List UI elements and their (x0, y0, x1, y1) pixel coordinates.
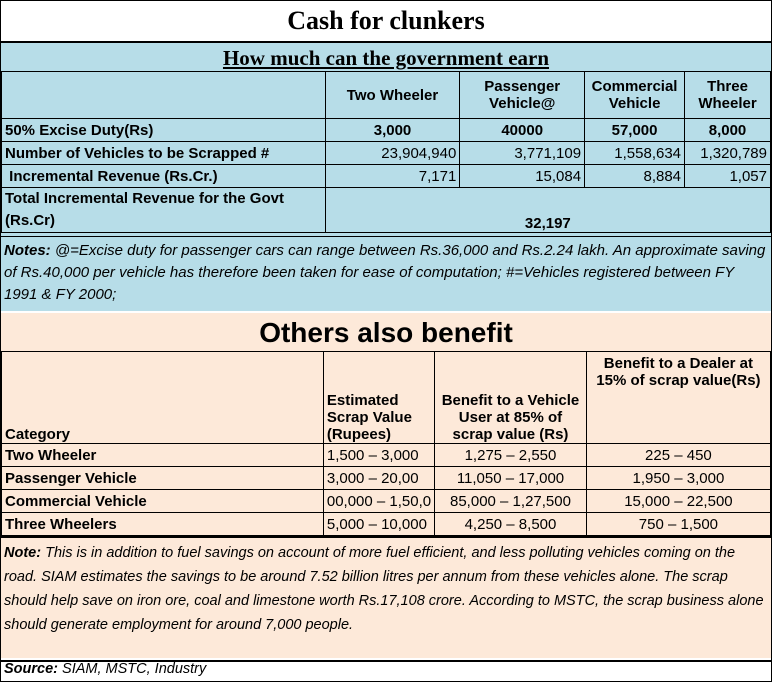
category-cell: Passenger Vehicle (2, 467, 324, 490)
table-row (2, 513, 771, 536)
empty-header-cell (2, 72, 326, 119)
column-header-scrap-value: Estimated Scrap Value (Rupees) (323, 352, 434, 444)
column-header-commercial-vehicle: Commercial Vehicle (585, 72, 685, 119)
table-cell: 1,057 (685, 165, 771, 188)
table-row (2, 467, 771, 490)
column-header-passenger-vehicle: Passenger Vehicle@ (460, 72, 585, 119)
notes-label: Notes: (4, 242, 51, 259)
government-revenue-table (1, 71, 771, 233)
column-header-user-benefit: Benefit to a Vehicle User at 85% of scrap value (Rs) (435, 352, 587, 444)
dealer-benefit-cell: 15,000 – 22,500 (586, 490, 770, 513)
row-label: Number of Vehicles to be Scrapped # (2, 142, 326, 165)
government-section-title (1, 43, 771, 70)
table-row (2, 490, 771, 513)
scrap-value-cell: 1,500 – 3,000 (323, 444, 434, 467)
dealer-benefit-cell: 1,950 – 3,000 (586, 467, 770, 490)
benefit-table (1, 351, 771, 536)
table-cell: 7,171 (325, 165, 460, 188)
column-header-two-wheeler: Two Wheeler (325, 72, 460, 119)
table-row (2, 444, 771, 467)
column-header-category: Category (2, 352, 324, 444)
benefit-notes (1, 536, 771, 662)
table-cell: 8,884 (585, 165, 685, 188)
notes-text: @=Excise duty for passenger cars can range between Rs.36,000 and Rs.2.24 lakh. An approximate saving of Rs.40,000 per vehicle has therefore been taken for ease of computation; #=Vehicles registered between FY 1991 & FY 2000; (4, 242, 766, 303)
table-cell: 3,000 (325, 119, 460, 142)
user-benefit-cell: 11,050 – 17,000 (435, 467, 587, 490)
total-label: Total Incremental Revenue for the Govt (Rs.Cr) (2, 188, 326, 233)
total-value: 32,197 (325, 188, 770, 233)
table-row (2, 165, 771, 188)
category-cell: Commercial Vehicle (2, 490, 324, 513)
table-row (2, 142, 771, 165)
table-cell: 1,320,789 (685, 142, 771, 165)
table-header-row (2, 72, 771, 119)
source-label: Source: (4, 661, 58, 677)
row-label: Incremental Revenue (Rs.Cr.) (2, 165, 326, 188)
scrap-value-cell: 5,000 – 10,000 (323, 513, 434, 536)
scrap-value-cell: 00,000 – 1,50,0 (323, 490, 434, 513)
category-cell: Three Wheelers (2, 513, 324, 536)
note-text: This is in addition to fuel savings on account of more fuel efficient, and less polluting vehicles coming on the road. SIAM estimates the savings to be around 7.52 billion litres per annum from these vehicles alone. The scrap should help save on iron ore, coal and limestone worth Rs.17,108 crore. According to MSTC, the scrap business alone should generate employment for around 7,000 people. (4, 545, 764, 633)
table-cell: 40000 (460, 119, 585, 142)
column-header-three-wheeler: Three Wheeler (685, 72, 771, 119)
user-benefit-cell: 1,275 – 2,550 (435, 444, 587, 467)
table-row (2, 119, 771, 142)
source-line (1, 658, 771, 680)
note-label: Note: (4, 545, 42, 561)
table-cell: 1,558,634 (585, 142, 685, 165)
table-cell: 15,084 (460, 165, 585, 188)
dealer-benefit-cell: 225 – 450 (586, 444, 770, 467)
table-header-row (2, 352, 771, 444)
category-cell: Two Wheeler (2, 444, 324, 467)
main-title: Cash for clunkers (1, 1, 771, 43)
table-cell: 23,904,940 (325, 142, 460, 165)
table-cell: 57,000 (585, 119, 685, 142)
scrap-value-cell: 3,000 – 20,00 (323, 467, 434, 490)
government-notes (1, 236, 771, 319)
table-cell: 3,771,109 (460, 142, 585, 165)
table-cell: 8,000 (685, 119, 771, 142)
user-benefit-cell: 4,250 – 8,500 (435, 513, 587, 536)
benefit-section-title: Others also benefit (1, 313, 771, 352)
dealer-benefit-cell: 750 – 1,500 (586, 513, 770, 536)
column-header-dealer-benefit: Benefit to a Dealer at 15% of scrap value(Rs) (586, 352, 770, 444)
source-text: SIAM, MSTC, Industry (58, 661, 207, 677)
government-section-title-text: How much can the government earn (222, 46, 550, 70)
row-label: 50% Excise Duty(Rs) (2, 119, 326, 142)
user-benefit-cell: 85,000 – 1,27,500 (435, 490, 587, 513)
total-row (2, 188, 771, 233)
